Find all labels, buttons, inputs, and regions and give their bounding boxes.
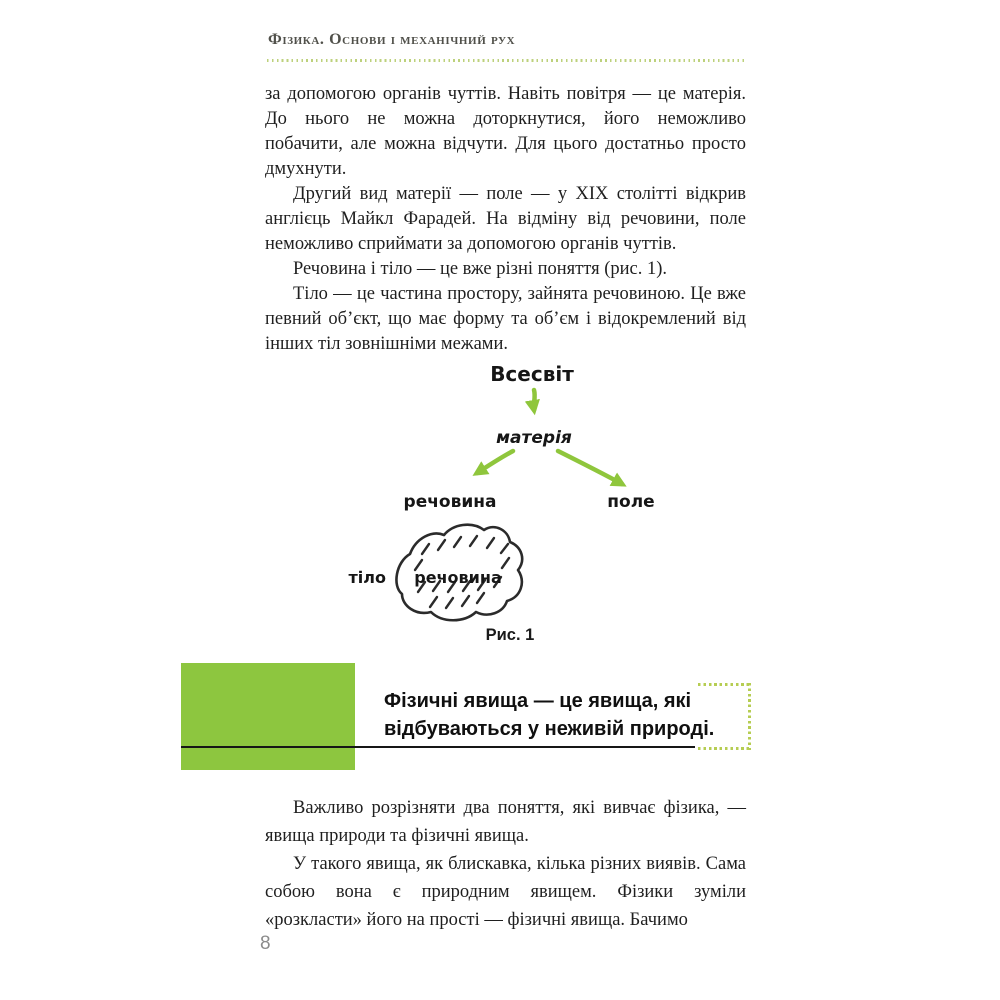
definition-text: Фізичні явища — це явища, які відбуваються у неживій природі. <box>384 690 715 740</box>
running-header: Фізика. Основи і механічний рух <box>268 31 516 48</box>
diagram-node-matter: матерія <box>496 428 572 448</box>
arrow-left-down-icon <box>477 451 513 473</box>
body-text-top <box>265 82 746 357</box>
dotted-bracket-bottom <box>698 747 751 750</box>
diagram-node-universe: Всесвіт <box>490 362 574 386</box>
figure-1-diagram <box>330 356 760 624</box>
arrow-down-icon <box>534 390 535 410</box>
blob-outside-label: тіло <box>348 568 386 587</box>
header-dotted-rule <box>267 59 745 62</box>
callout-underline <box>181 746 695 748</box>
page-number: 8 <box>260 933 271 954</box>
diagram-node-substance: речовина <box>403 492 497 512</box>
definition-callout <box>0 655 1000 785</box>
blob-inside-label: речовина <box>414 568 502 587</box>
green-accent-block <box>181 663 355 770</box>
body-text-bottom <box>265 794 746 934</box>
figure-caption: Рис. 1 <box>485 626 535 644</box>
paragraph: за допомогою органів чуттів. Навіть повітря — це матерія. До нього не можна доторкнутися, його неможливо побачити, але можна відчути. Для цього достатньо просто дмухнути. <box>265 84 746 179</box>
diagram-node-field: поле <box>607 492 655 512</box>
paragraph: Важливо розрізняти два поняття, які вивчає фізика, — явища природи та фізичні явища. <box>265 798 746 846</box>
paragraph: Речовина і тіло — це вже різні поняття (рис. 1). <box>293 259 668 279</box>
dotted-bracket-top <box>698 683 751 686</box>
paragraph: Другий вид матерії — поле — у XIX столітті відкрив англієць Майкл Фарадей. На відміну від речовини, поле неможливо сприймати за допомогою органів чуттів. <box>265 184 746 254</box>
paragraph: Тіло — це частина простору, зайнята речовиною. Це вже певний об’єкт, що має форму та об’єм і відокремлений від інших тіл зовнішніми межами. <box>265 284 746 354</box>
arrow-right-down-icon <box>558 451 622 484</box>
paragraph: У такого явища, як блискавка, кілька різних виявів. Сама собою вона є природним явищем. Фізики зуміли «розкласти» його на прості — фізичні явища. Бачимо <box>265 854 746 930</box>
dotted-bracket-right <box>748 683 751 750</box>
